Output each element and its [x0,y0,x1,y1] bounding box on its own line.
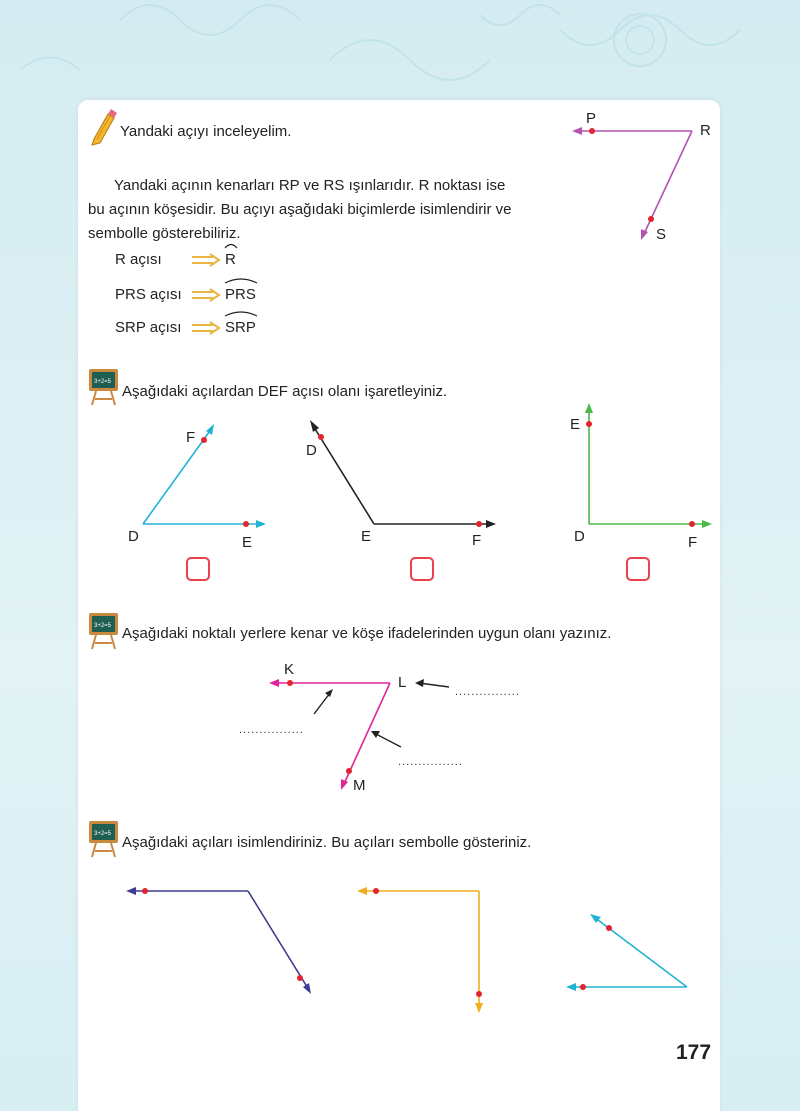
angle-name-label: PRS açısı [115,286,182,303]
svg-text:3+2=5: 3+2=5 [94,379,112,385]
svg-text:3+2=5: 3+2=5 [94,623,112,629]
angle2-top-label: D [306,442,317,459]
task2-instruction: Aşağıdaki noktalı yerlere kenar ve köşe ifadelerinden uygun olanı yazınız. [122,625,612,642]
angle2-vertex-label: E [361,528,372,545]
answer-blank[interactable]: ................ [239,724,304,736]
point-r-label: R [700,122,711,139]
angle2-right-label: F [472,532,482,549]
angle-symbol-text: PRS [225,286,256,303]
point-l-label: L [398,674,407,691]
angle3-vertex-label: D [574,528,585,545]
task3-instruction: Aşağıdaki açıları isimlendiriniz. Bu açıları sembolle gösteriniz. [122,834,532,851]
angle-name-label: R açısı [115,251,162,268]
task1-instruction: Aşağıdaki açılardan DEF açısı olanı işaretleyiniz. [122,383,448,400]
angle1-vertex-label: D [128,528,139,545]
svg-text:3+2=5: 3+2=5 [94,831,112,837]
angle1-top-label: F [186,429,196,446]
angle3-top-label: E [570,416,581,433]
intro-paragraph-line: bu açının köşesidir. Bu açıyı aşağıdaki biçimlerde isimlendirir ve [88,201,512,218]
angle-symbol-text: R [225,251,236,268]
angle3-right-label: F [688,534,698,551]
intro-paragraph-line: Yandaki açının kenarları RP ve RS ışınlarıdır. R noktası ise [114,177,506,194]
intro-heading: Yandaki açıyı inceleyelim. [120,123,292,140]
point-m-label: M [353,777,366,794]
page-number: 177 [676,1041,712,1064]
point-k-label: K [284,661,295,678]
point-s-label: S [656,226,667,243]
point-p-label: P [586,110,597,127]
angle-symbol-text: SRP [225,319,256,336]
answer-blank[interactable]: ................ [455,686,520,698]
angle-name-label: SRP açısı [115,319,182,336]
angle1-right-label: E [242,534,253,551]
answer-blank[interactable]: ................ [398,756,463,768]
intro-paragraph-line: sembolle gösterebiliriz. [88,225,241,242]
